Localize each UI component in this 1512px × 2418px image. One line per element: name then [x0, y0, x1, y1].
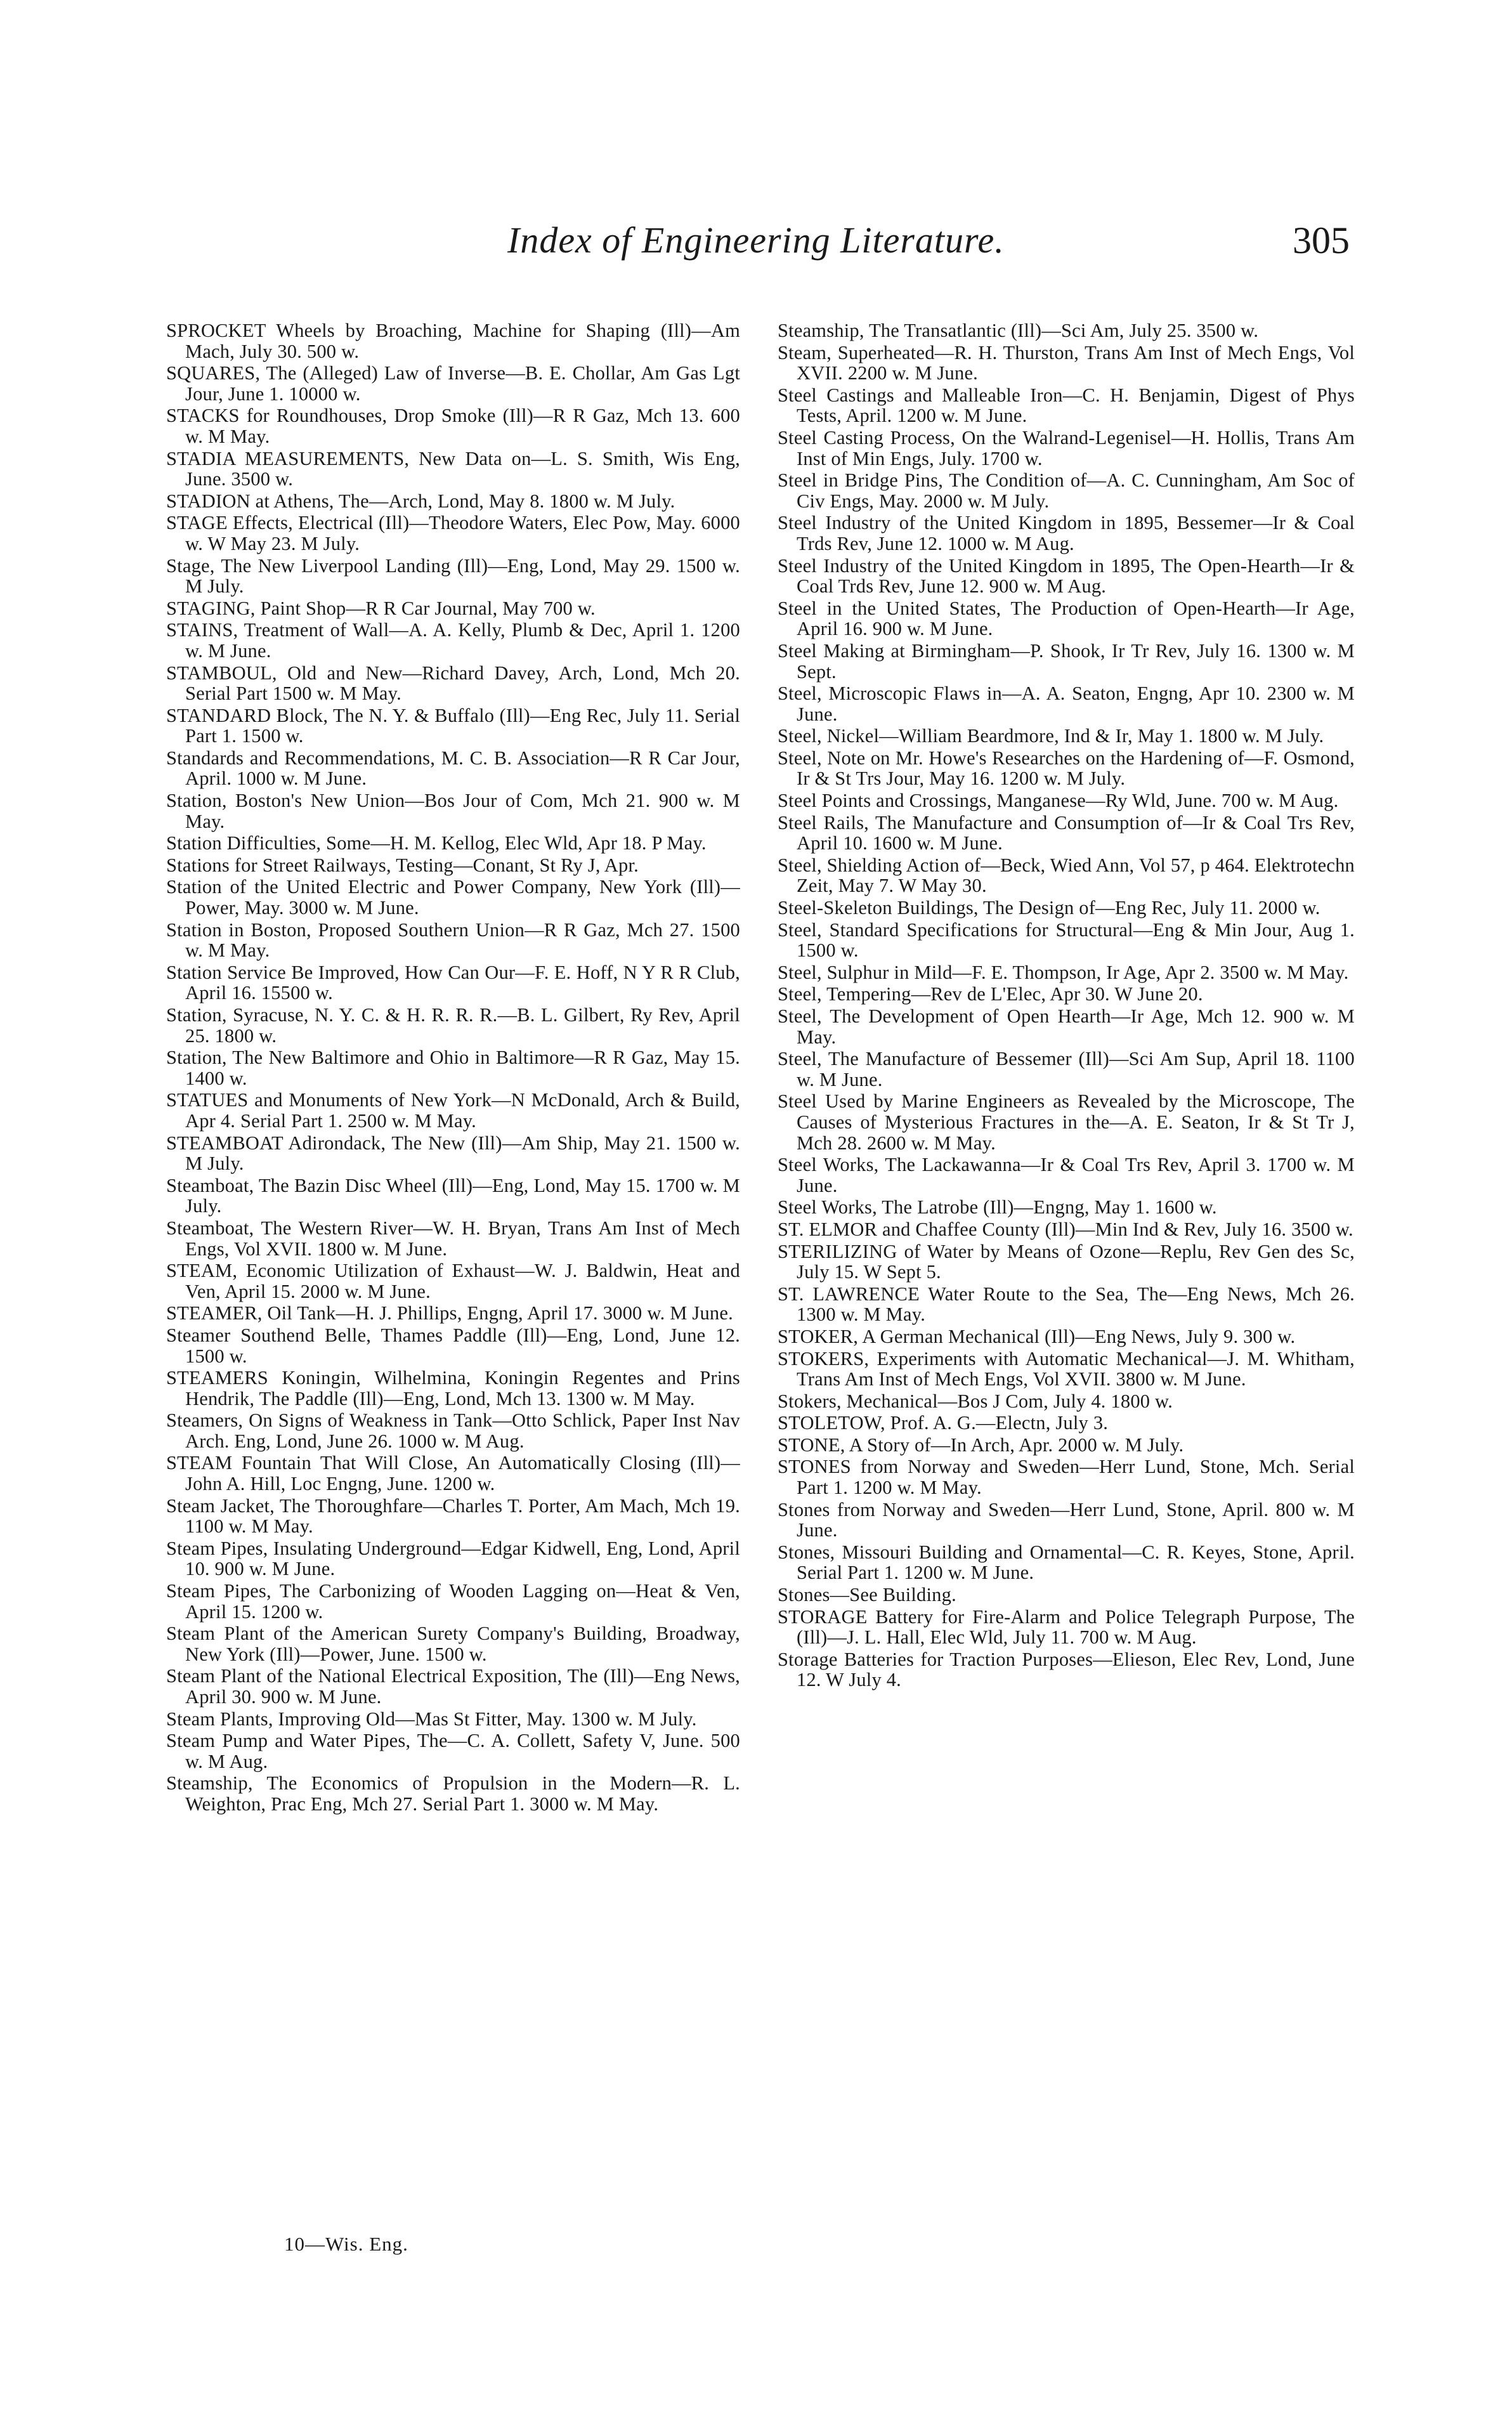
- signature-mark: 10—Wis. Eng.: [284, 2233, 408, 2255]
- index-entry: Stones from Norway and Sweden—Herr Lund, Stone, April. 800 w. M June.: [778, 1498, 1355, 1541]
- index-entry: Storage Batteries for Traction Purposes—Elieson, Elec Rev, Lond, June 12. W July 4.: [778, 1648, 1355, 1691]
- index-entry: STERILIZING of Water by Means of Ozone—Replu, Rev Gen des Sc, July 15. W Sept 5.: [778, 1240, 1355, 1283]
- index-entry: STAGE Effects, Electrical (Ill)—Theodore Waters, Elec Pow, May. 6000 w. W May 23. M July.: [166, 512, 740, 554]
- index-entry: Stage, The New Liverpool Landing (Ill)—Eng, Lond, May 29. 1500 w. M July.: [166, 554, 740, 598]
- index-entry: STEAMBOAT Adirondack, The New (Ill)—Am Ship, May 21. 1500 w. M July.: [166, 1132, 740, 1175]
- index-entry: Steel Industry of the United Kingdom in 1895, Bessemer—Ir & Coal Trds Rev, June 12. 1000 w. M Aug.: [778, 512, 1355, 554]
- index-entry: STAMBOUL, Old and New—Richard Davey, Arch, Lond, Mch 20. Serial Part 1500 w. M May.: [166, 662, 740, 705]
- index-entry: Steamers, On Signs of Weakness in Tank—Otto Schlick, Paper Inst Nav Arch. Eng, Lond, June 26. 1000 w. M Aug.: [166, 1409, 740, 1452]
- index-entry: Steel, Tempering—Rev de L'Elec, Apr 30. W June 20.: [778, 983, 1203, 1005]
- index-entry: Steam Plants, Improving Old—Mas St Fitter, May. 1300 w. M July.: [166, 1708, 697, 1730]
- index-entry: STEAM, Economic Utilization of Exhaust—W. J. Baldwin, Heat and Ven, April 15. 2000 w. M June.: [166, 1260, 740, 1302]
- index-entry: Steam Plant of the American Surety Company's Building, Broadway, New York (Ill)—Power, June. 1500 w.: [166, 1623, 740, 1665]
- page-header: [0, 219, 1512, 289]
- index-entry: Steam Jacket, The Thoroughfare—Charles T. Porter, Am Mach, Mch 19. 1100 w. M May.: [166, 1494, 740, 1538]
- index-entry: Steel in the United States, The Production of Open-Hearth—Ir Age, April 16. 900 w. M June.: [778, 597, 1355, 640]
- index-entry: Station Service Be Improved, How Can Our—F. E. Hoff, N Y R R Club, April 16. 15500 w.: [166, 961, 740, 1004]
- index-entry: STACKS for Roundhouses, Drop Smoke (Ill)—R R Gaz, Mch 13. 600 w. M May.: [166, 405, 740, 447]
- index-entry: Steamboat, The Western River—W. H. Bryan, Trans Am Inst of Mech Engs, Vol XVII. 1800 w. M June.: [166, 1217, 740, 1260]
- index-entry: Station Difficulties, Some—H. M. Kellog, Elec Wld, Apr 18. P May.: [166, 832, 707, 854]
- index-entry: Steam Pipes, The Carbonizing of Wooden Lagging on—Heat & Ven, April 15. 1200 w.: [166, 1580, 740, 1623]
- index-entry: STADIA MEASUREMENTS, New Data on—L. S. Smith, Wis Eng, June. 3500 w.: [166, 447, 740, 490]
- index-entry: Steel Works, The Latrobe (Ill)—Engng, May 1. 1600 w.: [778, 1196, 1217, 1219]
- index-entry: Steel Casting Process, On the Walrand-Legenisel—H. Hollis, Trans Am Inst of Min Engs, July. 1700 w.: [778, 426, 1355, 469]
- index-entry: Steel Used by Marine Engineers as Revealed by the Microscope, The Causes of Mysterious Fractures in the—A. E. Seaton, Ir & St Tr J, Mch 28. 2600 w. M May.: [778, 1090, 1355, 1154]
- index-entry: Station, Syracuse, N. Y. C. & H. R. R. R.—B. L. Gilbert, Ry Rev, April 25. 1800 w.: [166, 1004, 740, 1047]
- index-entry: STONE, A Story of—In Arch, Apr. 2000 w. M July.: [778, 1434, 1184, 1456]
- index-entry: Steel-Skeleton Buildings, The Design of—Eng Rec, July 11. 2000 w.: [778, 897, 1320, 919]
- index-entry: Steam Pipes, Insulating Underground—Edgar Kidwell, Eng, Lond, April 10. 900 w. M June.: [166, 1537, 740, 1580]
- index-entry: Stones, Missouri Building and Ornamental—C. R. Keyes, Stone, April. Serial Part 1. 1200 w. M June.: [778, 1541, 1355, 1584]
- index-entry: STOKER, A German Mechanical (Ill)—Eng News, July 9. 300 w.: [778, 1325, 1296, 1347]
- index-entry: Steel Making at Birmingham—P. Shook, Ir Tr Rev, July 16. 1300 w. M Sept.: [778, 639, 1355, 683]
- page-number: 305: [1293, 219, 1350, 261]
- index-entry: Steel, Note on Mr. Howe's Researches on the Hardening of—F. Osmond, Ir & St Trs Jour, May 16. 1200 w. M July.: [778, 747, 1355, 790]
- index-entry: SQUARES, The (Alleged) Law of Inverse—B. E. Chollar, Am Gas Lgt Jour, June 1. 10000 w.: [166, 362, 740, 405]
- index-entry: STEAMER, Oil Tank—H. J. Phillips, Engng, April 17. 3000 w. M June.: [166, 1302, 733, 1324]
- index-entry: Steam Plant of the National Electrical Exposition, The (Ill)—Eng News, April 30. 900 w. M June.: [166, 1665, 740, 1708]
- running-title: Index of Engineering Literature.: [507, 219, 1005, 261]
- index-entry: STOLETOW, Prof. A. G.—Electn, July 3.: [778, 1412, 1109, 1434]
- index-entry: Steamer Southend Belle, Thames Paddle (Ill)—Eng, Lond, June 12. 1500 w.: [166, 1324, 740, 1367]
- index-entry: STAGING, Paint Shop—R R Car Journal, May 700 w.: [166, 597, 596, 619]
- index-entry: STATUES and Monuments of New York—N McDonald, Arch & Build, Apr 4. Serial Part 1. 2500 w. M May.: [166, 1089, 740, 1132]
- index-entry: STONES from Norway and Sweden—Herr Lund, Stone, Mch. Serial Part 1. 1200 w. M May.: [778, 1456, 1355, 1499]
- index-entry: Steel, The Manufacture of Bessemer (Ill)—Sci Am Sup, April 18. 1100 w. M June.: [778, 1048, 1355, 1090]
- index-entry: STEAM Fountain That Will Close, An Automatically Closing (Ill)—John A. Hill, Loc Engng, June. 1200 w.: [166, 1452, 740, 1495]
- index-entry: Standards and Recommendations, M. C. B. Association—R R Car Jour, April. 1000 w. M June.: [166, 747, 740, 790]
- index-entry: Steel, The Development of Open Hearth—Ir Age, Mch 12. 900 w. M May.: [778, 1005, 1355, 1048]
- index-entry: Steel, Microscopic Flaws in—A. A. Seaton, Engng, Apr 10. 2300 w. M June.: [778, 683, 1355, 725]
- index-entry: Steamship, The Transatlantic (Ill)—Sci Am, July 25. 3500 w.: [778, 320, 1259, 341]
- index-entry: STADION at Athens, The—Arch, Lond, May 8. 1800 w. M July.: [166, 490, 675, 512]
- index-entry: Steel, Sulphur in Mild—F. E. Thompson, Ir Age, Apr 2. 3500 w. M May.: [778, 961, 1349, 983]
- index-entry: Steel Points and Crossings, Manganese—Ry Wld, June. 700 w. M Aug.: [778, 790, 1339, 812]
- index-column-left: [166, 320, 740, 2249]
- index-entry: ST. ELMOR and Chaffee County (Ill)—Min Ind & Rev, July 16. 3500 w.: [778, 1218, 1353, 1240]
- index-entry: STOKERS, Experiments with Automatic Mechanical—J. M. Whitham, Trans Am Inst of Mech Engs, Vol XVII. 3800 w. M June.: [778, 1347, 1355, 1390]
- index-entry: Stations for Street Railways, Testing—Conant, St Ry J, Apr.: [166, 854, 639, 876]
- index-entry: Steam Pump and Water Pipes, The—C. A. Collett, Safety V, June. 500 w. M Aug.: [166, 1730, 740, 1772]
- index-entry: STORAGE Battery for Fire-Alarm and Police Telegraph Purpose, The (Ill)—J. L. Hall, Elec Wld, July 11. 700 w. M Aug.: [778, 1605, 1355, 1649]
- index-entry: Steel, Nickel—William Beardmore, Ind & Ir, May 1. 1800 w. M July.: [778, 725, 1324, 747]
- index-entry: SPROCKET Wheels by Broaching, Machine for Shaping (Ill)—Am Mach, July 30. 500 w.: [166, 320, 740, 362]
- index-entry: Steel Rails, The Manufacture and Consumption of—Ir & Coal Trs Rev, April 10. 1600 w. M June.: [778, 811, 1355, 854]
- index-entry: Steel Industry of the United Kingdom in 1895, The Open-Hearth—Ir & Coal Trds Rev, June 12. 900 w. M Aug.: [778, 554, 1355, 598]
- index-entry: Station of the United Electric and Power Company, New York (Ill)—Power, May. 3000 w. M June.: [166, 876, 740, 919]
- index-entry: Steel Works, The Lackawanna—Ir & Coal Trs Rev, April 3. 1700 w. M June.: [778, 1154, 1355, 1196]
- index-entry: Stones—See Building.: [778, 1584, 956, 1606]
- index-entry: Station, The New Baltimore and Ohio in Baltimore—R R Gaz, May 15. 1400 w.: [166, 1047, 740, 1089]
- index-entry: Station in Boston, Proposed Southern Union—R R Gaz, Mch 27. 1500 w. M May.: [166, 918, 740, 962]
- index-entry: Steam, Superheated—R. H. Thurston, Trans Am Inst of Mech Engs, Vol XVII. 2200 w. M June.: [778, 341, 1355, 384]
- index-entry: Steel Castings and Malleable Iron—C. H. Benjamin, Digest of Phys Tests, April. 1200 w. M June.: [778, 384, 1355, 427]
- index-entry: ST. LAWRENCE Water Route to the Sea, The—Eng News, Mch 26. 1300 w. M May.: [778, 1283, 1355, 1326]
- index-entry: Steamship, The Economics of Propulsion in the Modern—R. L. Weighton, Prac Eng, Mch 27. Serial Part 1. 3000 w. M May.: [166, 1772, 740, 1815]
- index-entry: Steel in Bridge Pins, The Condition of—A. C. Cunningham, Am Soc of Civ Engs, May. 2000 w. M July.: [778, 469, 1355, 512]
- index-entry: STAINS, Treatment of Wall—A. A. Kelly, Plumb & Dec, April 1. 1200 w. M June.: [166, 619, 740, 662]
- index-entry: Stokers, Mechanical—Bos J Com, July 4. 1800 w.: [778, 1390, 1173, 1412]
- index-entry: STANDARD Block, The N. Y. & Buffalo (Ill)—Eng Rec, July 11. Serial Part 1. 1500 w.: [166, 704, 740, 747]
- index-entry: Steel, Standard Specifications for Structural—Eng & Min Jour, Aug 1. 1500 w.: [778, 918, 1355, 962]
- index-entry: Steel, Shielding Action of—Beck, Wied Ann, Vol 57, p 464. Elektrotechn Zeit, May 7. W May 30.: [778, 854, 1355, 897]
- index-entry: Station, Boston's New Union—Bos Jour of Com, Mch 21. 900 w. M May.: [166, 790, 740, 832]
- index-entry: STEAMERS Koningin, Wilhelmina, Koningin Regentes and Prins Hendrik, The Paddle (Ill)—Eng, Lond, Mch 13. 1300 w. M May.: [166, 1367, 740, 1409]
- index-entry: Steamboat, The Bazin Disc Wheel (Ill)—Eng, Lond, May 15. 1700 w. M July.: [166, 1174, 740, 1217]
- index-column-right: [778, 320, 1355, 2249]
